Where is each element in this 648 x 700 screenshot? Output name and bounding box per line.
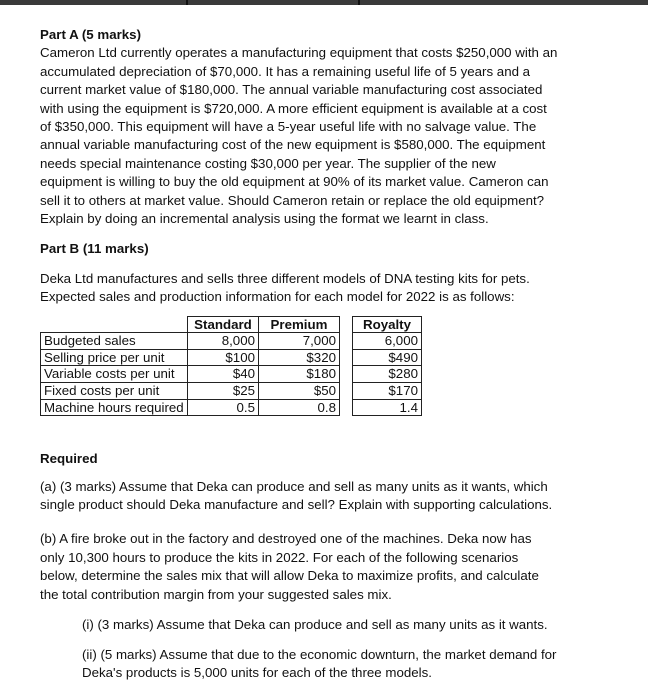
table-header-row xyxy=(41,316,422,333)
cell-standard: 0.5 xyxy=(188,399,259,416)
question-b-ii-line: Deka's products is 5,000 units for each of the three models. xyxy=(82,664,432,680)
cell-royalty: $490 xyxy=(353,349,422,366)
question-b xyxy=(40,530,600,604)
part-a-line: current market value of $180,000. The annual variable manufacturing cost associated xyxy=(40,82,543,98)
row-label: Budgeted sales xyxy=(41,333,188,350)
cell-royalty: 1.4 xyxy=(353,399,422,416)
column-spacer xyxy=(340,383,353,400)
part-a-line: equipment is willing to buy the old equipment at 90% of its market value. Cameron can xyxy=(40,174,549,190)
column-header-standard: Standard xyxy=(188,316,259,333)
cell-premium: 7,000 xyxy=(259,333,340,350)
question-b-line: only 10,300 hours to produce the kits in 2022. For each of the following scenarios xyxy=(40,549,519,565)
part-a-line: sell it to others at market value. Should Cameron retain or replace the old equipment? xyxy=(40,192,545,208)
part-a-line: with using the equipment is $720,000. A more efficient equipment is available at a cost xyxy=(40,100,547,116)
part-a-line: accumulated depreciation of $70,000. It has a remaining useful life of 5 years and a xyxy=(40,63,531,79)
cell-standard: $25 xyxy=(188,383,259,400)
question-a-line: (a) (3 marks) Assume that Deka can produce and sell as many units as it wants, which xyxy=(40,478,548,494)
part-a-line: Explain by doing an incremental analysis using the format we learnt in class. xyxy=(40,211,489,227)
column-spacer xyxy=(340,366,353,383)
cell-royalty: $280 xyxy=(353,366,422,383)
top-border xyxy=(0,0,648,5)
question-b-line: (b) A fire broke out in the factory and destroyed one of the machines. Deka now has xyxy=(40,531,532,547)
cell-royalty: 6,000 xyxy=(353,333,422,350)
part-a-line: of $350,000. This equipment will have a 5-year useful life with no salvage value. The xyxy=(40,119,537,135)
cell-standard: 8,000 xyxy=(188,333,259,350)
table-corner-cell xyxy=(41,316,188,333)
cell-royalty: $170 xyxy=(353,383,422,400)
part-b-intro-line: Deka Ltd manufactures and sells three different models of DNA testing kits for pets. xyxy=(40,270,530,286)
kit-data-table xyxy=(40,316,422,417)
column-spacer xyxy=(340,316,353,333)
question-b-i xyxy=(82,616,600,634)
cell-standard: $40 xyxy=(188,366,259,383)
question-b-line: the total contribution margin from your suggested sales mix. xyxy=(40,586,392,602)
column-spacer xyxy=(340,399,353,416)
table-row xyxy=(41,383,422,400)
row-label: Fixed costs per unit xyxy=(41,383,188,400)
row-label: Variable costs per unit xyxy=(41,366,188,383)
part-a-body xyxy=(40,44,600,228)
table-row xyxy=(41,366,422,383)
question-a xyxy=(40,478,600,515)
question-b-line: below, determine the sales mix that will allow Deka to maximize profits, and calculate xyxy=(40,568,539,584)
question-b-ii-line: (ii) (5 marks) Assume that due to the economic downturn, the market demand for xyxy=(82,646,557,662)
question-b-i-line: (i) (3 marks) Assume that Deka can produce and sell as many units as it wants. xyxy=(82,617,548,633)
part-b-intro xyxy=(40,270,600,307)
cell-premium: $320 xyxy=(259,349,340,366)
cell-premium: $180 xyxy=(259,366,340,383)
part-a-line: Cameron Ltd currently operates a manufacturing equipment that costs $250,000 with an xyxy=(40,45,558,61)
part-b-heading: Part B (11 marks) xyxy=(40,241,149,257)
row-label: Selling price per unit xyxy=(41,349,188,366)
row-label: Machine hours required xyxy=(41,399,188,416)
part-b-intro-line: Expected sales and production information for each model for 2022 is as follows: xyxy=(40,289,515,305)
part-a-line: annual variable manufacturing cost of the new equipment is $580,000. The equipment xyxy=(40,137,546,153)
column-spacer xyxy=(340,333,353,350)
column-header-royalty: Royalty xyxy=(353,316,422,333)
cell-standard: $100 xyxy=(188,349,259,366)
column-header-premium: Premium xyxy=(259,316,340,333)
part-a-line: needs special maintenance costing $30,000 per year. The supplier of the new xyxy=(40,155,496,171)
top-border-tick xyxy=(358,0,360,5)
top-border-tick xyxy=(186,0,188,5)
table-row xyxy=(41,333,422,350)
required-heading: Required xyxy=(40,451,98,467)
cell-premium: $50 xyxy=(259,383,340,400)
table-row xyxy=(41,349,422,366)
table-row xyxy=(41,399,422,416)
column-spacer xyxy=(340,349,353,366)
question-a-line: single product should Deka manufacture and sell? Explain with supporting calculations. xyxy=(40,497,553,513)
part-a-heading: Part A (5 marks) xyxy=(40,27,141,42)
cell-premium: 0.8 xyxy=(259,399,340,416)
document-page xyxy=(40,26,600,682)
question-b-ii xyxy=(82,646,600,683)
